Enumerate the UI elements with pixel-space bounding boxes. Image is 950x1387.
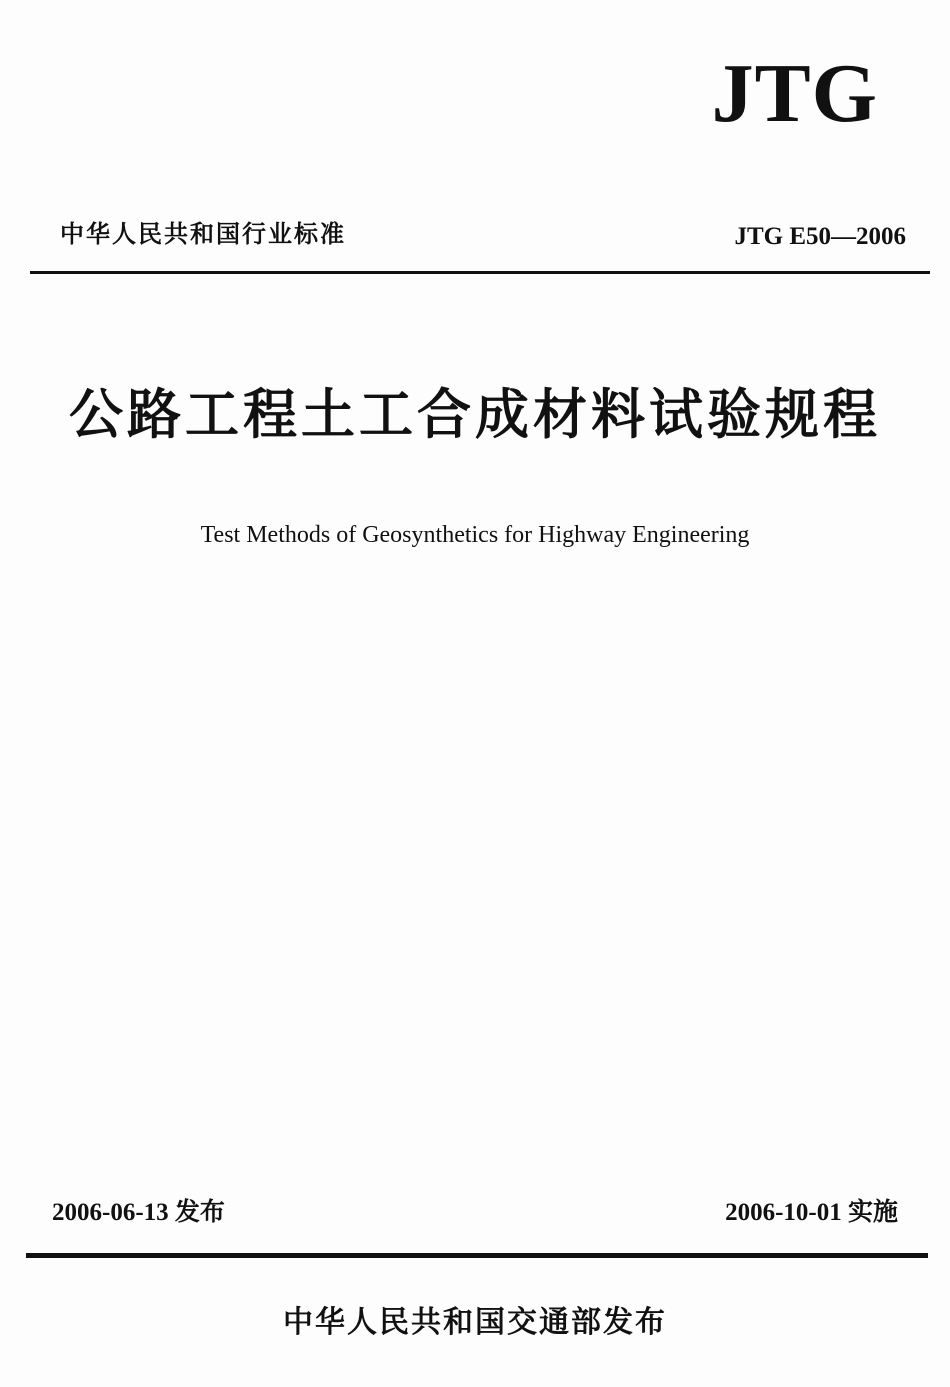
jtg-logo: JTG	[711, 47, 878, 140]
publisher: 中华人民共和国交通部发布	[283, 1305, 667, 1340]
effective-date: 2006-10-01 实施	[725, 1199, 898, 1226]
issue-date: 2006-06-13 发布	[52, 1199, 225, 1226]
standard-code: JTG E50—2006	[734, 223, 906, 250]
footer-divider	[26, 1253, 928, 1258]
title-english: Test Methods of Geosynthetics for Highway Engineering	[200, 522, 750, 548]
title-chinese: 公路工程土工合成材料试验规程	[69, 383, 881, 446]
header-divider	[30, 271, 930, 274]
standard-type: 中华人民共和国行业标准	[60, 220, 346, 248]
